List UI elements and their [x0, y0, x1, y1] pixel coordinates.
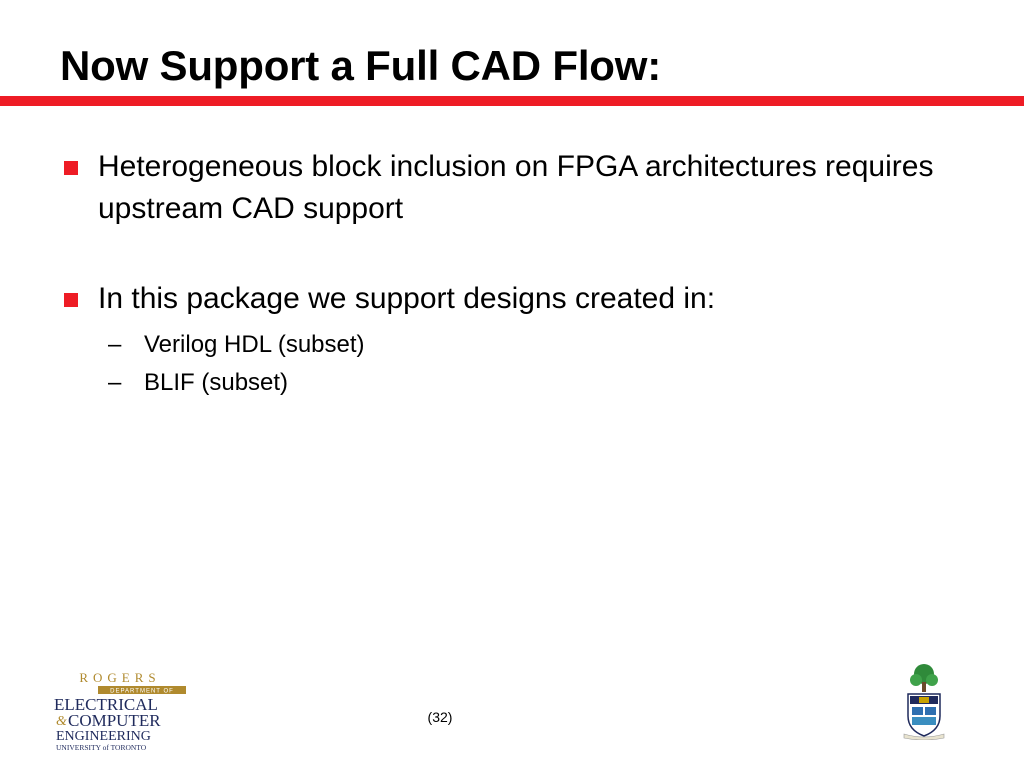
sub-bullet-text: Verilog HDL (subset)	[144, 331, 365, 358]
logo-computer-text: COMPUTER	[68, 711, 161, 730]
bullet-item	[64, 278, 964, 402]
logo-university-text: UNIVERSITY of TORONTO	[56, 743, 147, 752]
logo-engineering-text: ENGINEERING	[56, 729, 151, 744]
title-underline-bar	[0, 96, 1024, 106]
bullet-text: Heterogeneous block inclusion on FPGA architectures requires upstream CAD support	[98, 150, 934, 225]
bullet-list	[64, 146, 964, 402]
dash-bullet-icon: –	[108, 331, 122, 358]
page-number: (32)	[427, 709, 453, 725]
square-bullet-icon	[64, 161, 78, 175]
university-crest-icon	[896, 660, 952, 740]
sub-bullet-item	[108, 326, 964, 364]
square-bullet-icon	[64, 293, 78, 307]
bullet-item	[64, 146, 964, 230]
bullet-text: In this package we support designs created in:	[98, 282, 716, 315]
sub-bullet-item	[108, 364, 964, 402]
slide-title: Now Support a Full CAD Flow:	[60, 42, 662, 89]
logo-rogers-text: ROGERS	[79, 670, 161, 685]
logo-dept-text: DEPARTMENT OF	[110, 688, 174, 695]
dash-bullet-icon: –	[108, 369, 122, 396]
logo-ampersand-text: &	[56, 714, 67, 729]
logo-electrical-text: ELECTRICAL	[54, 695, 158, 714]
sub-bullet-list	[98, 326, 964, 402]
ece-department-logo	[50, 670, 190, 754]
sub-bullet-text: BLIF (subset)	[144, 369, 289, 396]
